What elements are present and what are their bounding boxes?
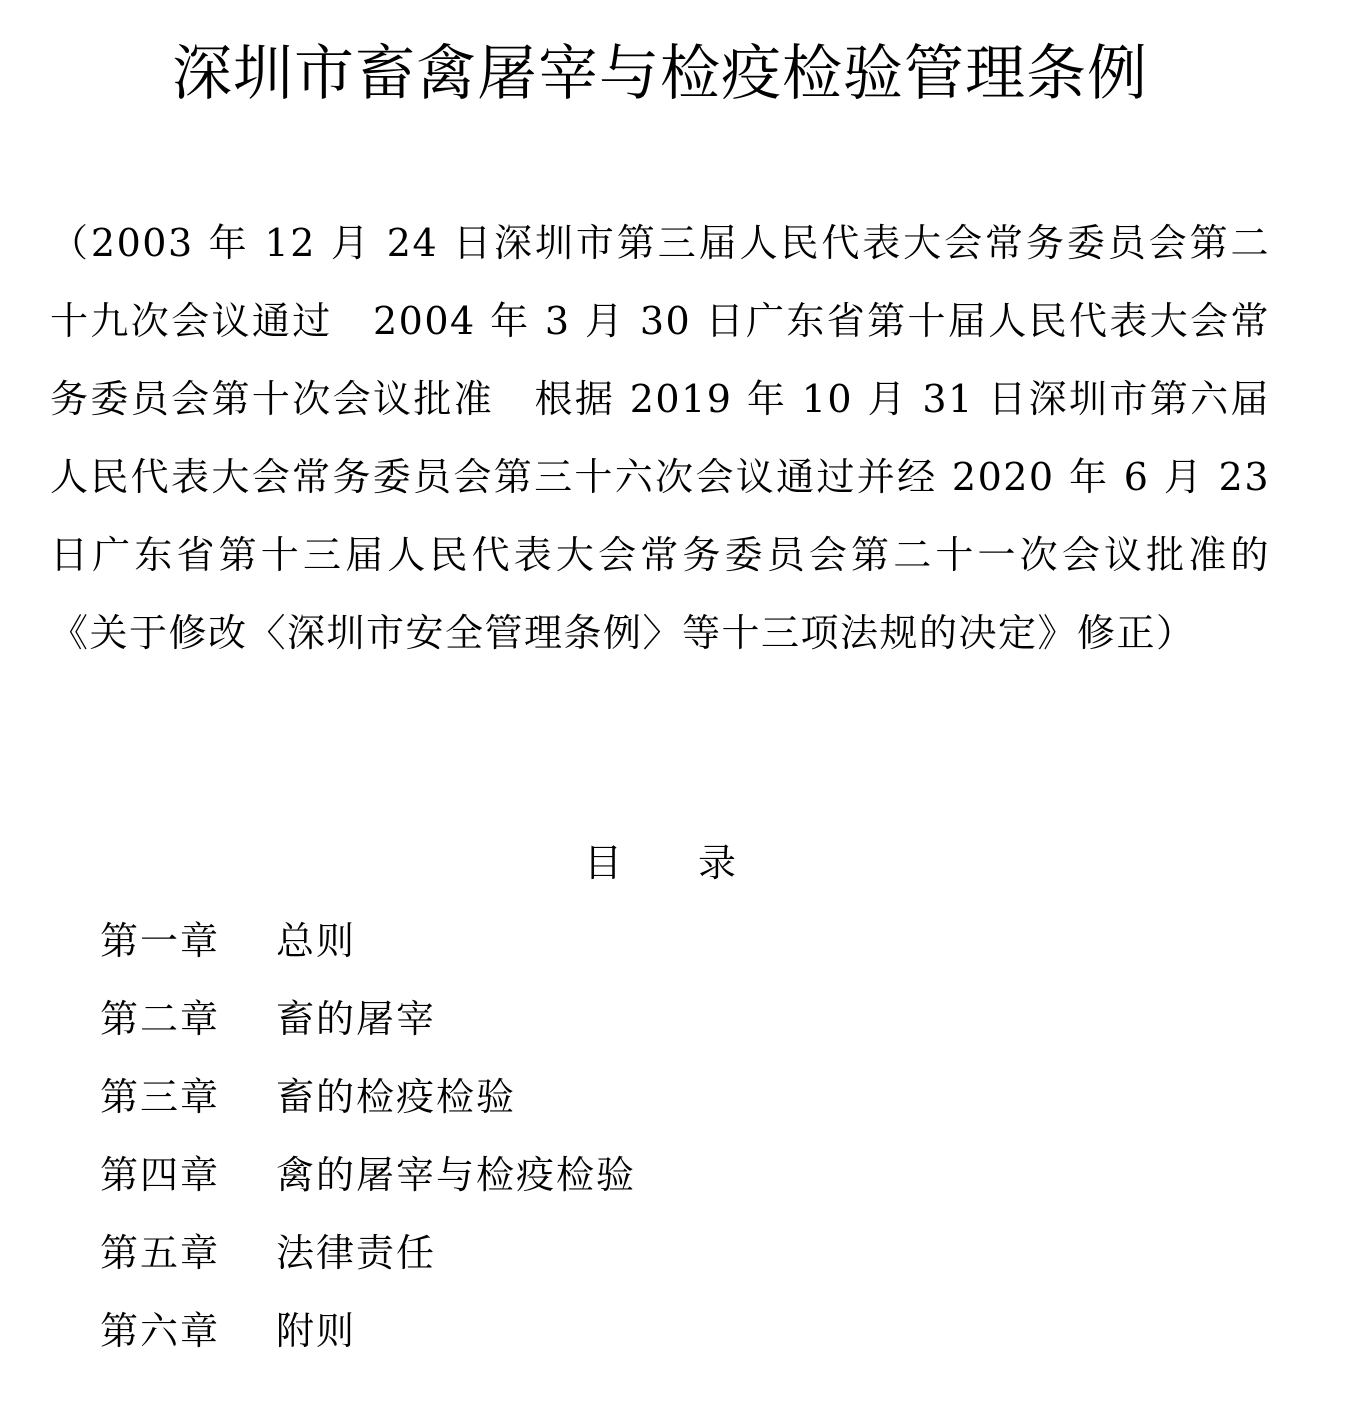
chapter-title: 畜的屠宰 xyxy=(276,997,437,1041)
toc-item-chapter-6 xyxy=(100,1296,636,1374)
toc-item-chapter-4 xyxy=(100,1140,636,1218)
chapter-title: 附则 xyxy=(276,1309,357,1353)
toc-item-chapter-3 xyxy=(100,1062,636,1140)
table-of-contents xyxy=(100,906,636,1374)
table-of-contents-heading: 目 录 xyxy=(583,841,736,885)
chapter-title: 法律责任 xyxy=(276,1231,437,1275)
legislative-history-note: （2003 年 12 月 24 日深圳市第三届人民代表大会常务委员会第二十九次会议通过 2004 年 3 月 30 日广东省第十届人民代表大会常务委员会第十次会议批准 根据 2019 年 10 月 31 日深圳市第六届人民代表大会常务委员会第三十六次会议通过并经 2020 年 6 月 23 日广东省第十三届人民代表大会常务委员会第二十一次会议批准的《关于修改〈深圳市安全管理条例〉等十三项法规的决定》修正） xyxy=(50,221,1270,655)
chapter-number: 第五章 xyxy=(100,1231,221,1275)
document-title: 深圳市畜禽屠宰与检疫检验管理条例 xyxy=(172,39,1148,109)
toc-item-chapter-1 xyxy=(100,906,636,984)
chapter-number: 第六章 xyxy=(100,1309,221,1353)
chapter-number: 第一章 xyxy=(100,919,221,963)
chapter-number: 第二章 xyxy=(100,997,221,1041)
chapter-title: 总则 xyxy=(276,919,357,963)
chapter-title: 畜的检疫检验 xyxy=(276,1075,517,1119)
chapter-title: 禽的屠宰与检疫检验 xyxy=(276,1153,637,1197)
toc-item-chapter-2 xyxy=(100,984,636,1062)
chapter-number: 第四章 xyxy=(100,1153,221,1197)
toc-item-chapter-5 xyxy=(100,1218,636,1296)
chapter-number: 第三章 xyxy=(100,1075,221,1119)
